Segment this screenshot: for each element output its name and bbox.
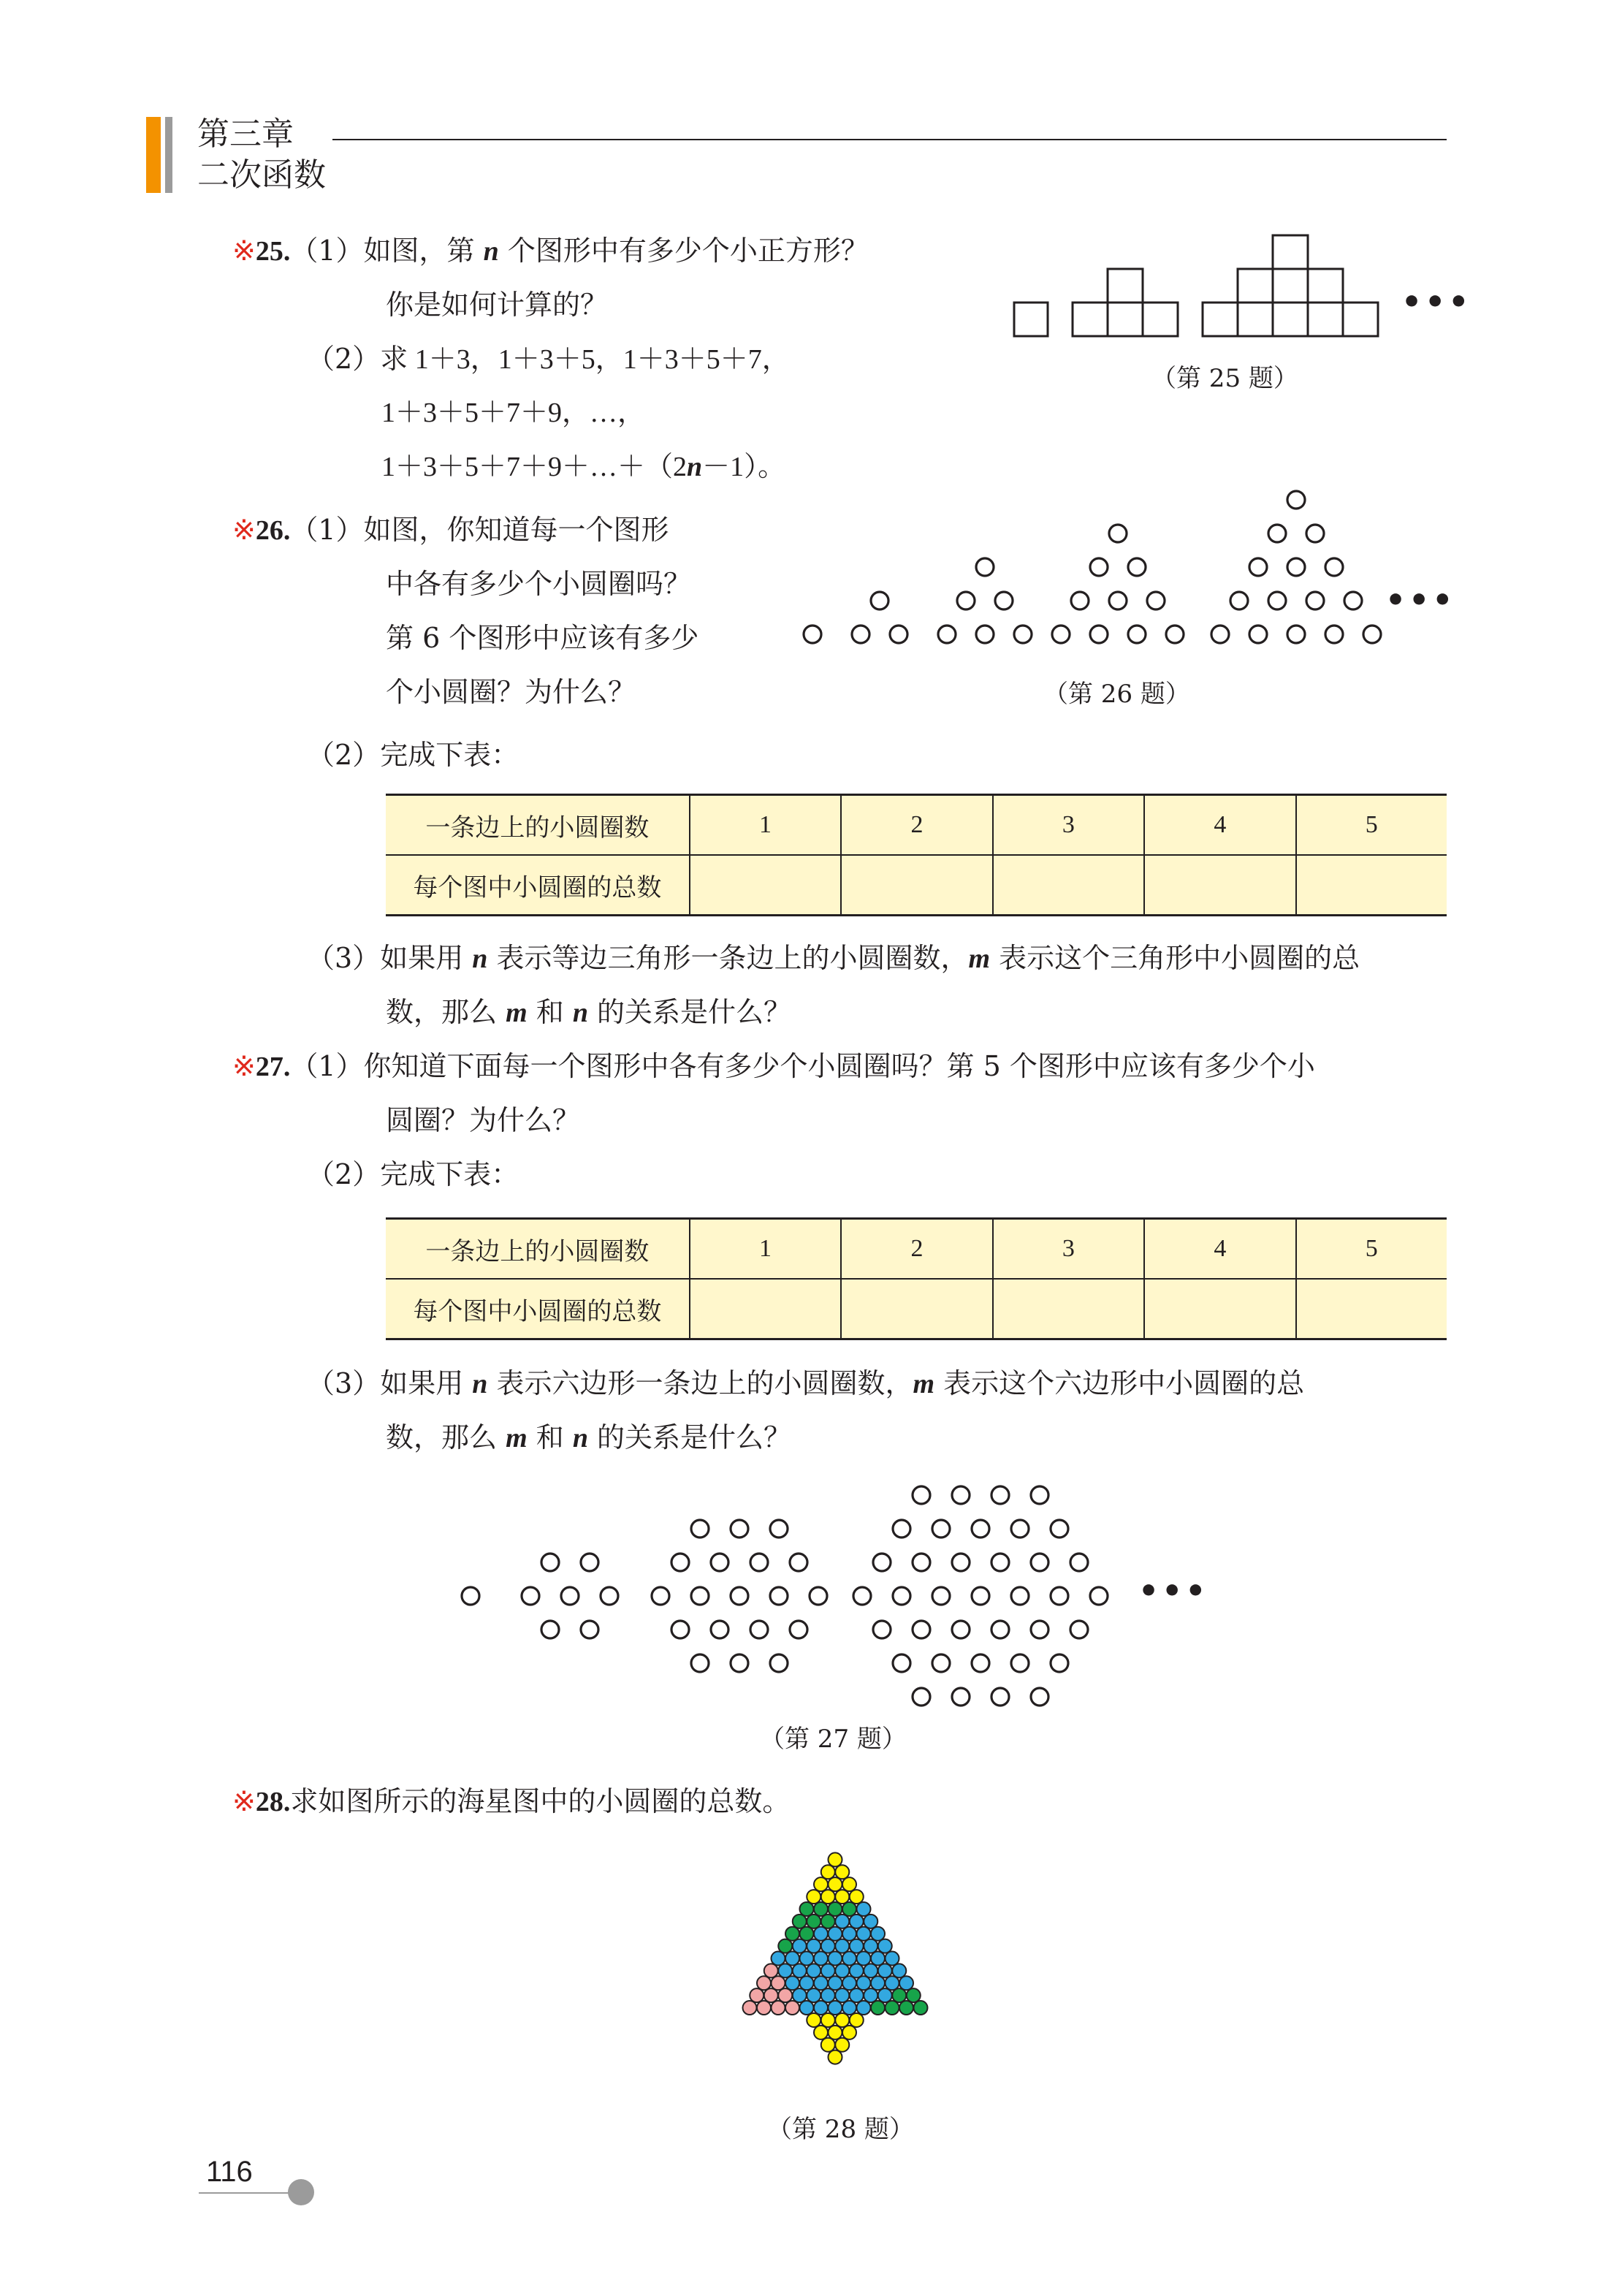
star-yellow-circle [835,2038,849,2052]
star-yellow-circle [807,1890,820,1904]
star-blue-circle [793,1964,807,1977]
q25-caption: （第 25 题） [1151,364,1298,393]
q26-mark: ※ [232,514,256,546]
star-pink-circle [743,2001,757,2015]
q27-p3-line2-b: 和 [527,1421,573,1453]
star-blue-circle [892,1964,906,1977]
q25-p2-text3b: －1）。 [702,452,786,482]
star-yellow-circle [835,2013,849,2027]
q25-mark: ※ [232,235,256,267]
star-yellow-circle [835,1890,849,1904]
q25-ellipsis: ••• [1401,284,1472,321]
star-green-circle [807,1915,820,1928]
star-blue-circle [878,1939,892,1953]
star-blue-circle [886,1976,899,1990]
q26-table-cell: 5 [1296,795,1447,856]
q26-p3-var-m: m [968,943,991,974]
q26-line3: 第 6 个图形中应该有多少 [386,622,699,654]
star-green-circle [800,1927,814,1941]
q27-p3-label: （3） [307,1367,381,1399]
star-blue-circle [778,1964,792,1977]
star-blue-circle [850,1988,864,2002]
q25-line2: 你是如何计算的？ [386,289,609,321]
star-blue-circle [814,1927,828,1941]
q26-p3-b: 表示等边三角形一条边上的小圆圈数， [487,942,969,974]
star-yellow-circle [821,2013,835,2027]
q26-p3-line2-b: 和 [527,996,573,1028]
q26-p1-label: （1） [290,514,364,546]
q26-p3-a: 如果用 [380,942,473,974]
star-blue-circle [899,1976,913,1990]
star-blue-circle [842,2001,856,2015]
star-blue-circle [814,1976,828,1990]
star-blue-circle [835,1939,849,1953]
q27-table-cell: 5 [1296,1219,1447,1280]
q27-p3-b: 表示六边形一条边上的小圆圈数， [487,1367,913,1399]
star-blue-circle [793,1939,807,1953]
star-yellow-circle [821,1890,835,1904]
star-yellow-circle [850,1890,864,1904]
star-green-circle [778,1939,792,1953]
star-green-circle [892,1988,906,2002]
q27-table-cell: 2 [841,1219,992,1280]
star-blue-circle [871,1952,885,1966]
q28-caption: （第 28 题） [767,2115,914,2144]
star-green-circle [800,1902,814,1916]
star-yellow-circle [807,2013,820,2027]
star-pink-circle [764,1988,778,2002]
star-blue-circle [878,1988,892,2002]
star-blue-circle [842,1927,856,1941]
q26-ellipsis: ••• [1385,582,1456,619]
star-green-circle [871,2001,885,2015]
q25-line4: 1＋3＋5＋7＋9，…， [381,398,646,428]
star-green-circle [829,1902,842,1916]
q26-table-cell: 2 [841,795,992,856]
q27-line2: 圆圈？为什么？ [386,1104,581,1136]
star-yellow-circle [829,1877,842,1891]
star-blue-circle [785,1952,799,1966]
q27-caption: （第 27 题） [760,1725,907,1754]
star-blue-circle [807,1964,820,1977]
star-green-circle [914,2001,928,2015]
star-yellow-circle [842,2026,856,2040]
star-pink-circle [764,1964,778,1977]
q26-caption: （第 26 题） [1043,680,1190,709]
q27-p2-text: 完成下表： [380,1158,519,1190]
star-blue-circle [829,1976,842,1990]
q27-p3-a: 如果用 [380,1367,473,1399]
q27-table-row1-header: 一条边上的小圆圈数 [386,1219,690,1280]
star-blue-circle [772,1952,785,1966]
star-green-circle [821,1915,835,1928]
star-blue-circle [814,1952,828,1966]
q26-p3-line2-a: 数，那么 [386,996,506,1028]
q27-p3-var-n: n [472,1369,488,1399]
q25-p1-label: （1） [290,235,364,267]
chapter-label: 第三章 [197,115,294,153]
q27-mark: ※ [232,1050,256,1082]
q27-p3-line2-var-n: n [572,1423,588,1453]
star-yellow-circle [829,2026,842,2040]
q26-table-row2-header: 每个图中小圆圈的总数 [386,855,690,916]
star-blue-circle [886,1952,899,1966]
q27-table-row2-header: 每个图中小圆圈的总数 [386,1279,690,1339]
star-yellow-circle [829,2050,842,2064]
star-blue-circle [800,2001,814,2015]
q25-number: 25. [255,236,291,267]
q26-line4: 个小圆圈？为什么？ [386,676,636,708]
q26-p3-line2-var-n: n [572,997,588,1028]
q26-table-cell: 3 [993,795,1144,856]
star-blue-circle [864,1988,877,2002]
star-blue-circle [850,1915,864,1928]
q27-table-cell: 4 [1144,1219,1295,1280]
star-blue-circle [793,1988,807,2002]
star-blue-circle [864,1915,877,1928]
q26-table-cell: 4 [1144,795,1295,856]
q26-p2-label: （2） [307,739,381,771]
star-blue-circle [878,1964,892,1977]
star-blue-circle [835,1988,849,2002]
q27-table-cell: 3 [993,1219,1144,1280]
q27-p3-var-m: m [913,1369,935,1399]
q26-p2-text: 完成下表： [380,739,519,771]
q26-line2: 中各有多少个小圆圈吗？ [386,568,692,600]
star-green-circle [899,2001,913,2015]
star-blue-circle [835,1915,849,1928]
star-pink-circle [772,1976,785,1990]
star-blue-circle [857,2001,871,2015]
star-blue-circle [857,1952,871,1966]
q27-p3-line2-c: 的关系是什么？ [587,1421,792,1453]
star-blue-circle [864,1939,877,1953]
q25-p2-label: （2） [307,343,381,375]
q26-p1-text1: 如图，你知道每一个图形 [363,514,669,546]
star-pink-circle [750,1988,764,2002]
star-blue-circle [871,1976,885,1990]
q27-table-cell: 1 [690,1219,841,1280]
star-blue-circle [785,1976,799,1990]
q27-p3-c: 表示这个六边形中小圆圈的总 [934,1367,1305,1399]
star-blue-circle [821,1988,835,2002]
q27-p1-label: （1） [290,1050,364,1082]
star-blue-circle [871,1927,885,1941]
q26-p3-label: （3） [307,942,381,974]
q28-mark: ※ [232,1785,256,1817]
q26-number: 26. [255,515,291,546]
star-green-circle [907,1988,921,2002]
star-blue-circle [850,1964,864,1977]
star-pink-circle [785,2001,799,2015]
footer-dot [288,2179,314,2205]
q25-p1-text-b: 个图形中有多少个小正方形？ [498,235,869,267]
star-blue-circle [821,1964,835,1977]
star-pink-circle [778,1988,792,2002]
star-yellow-circle [829,1852,842,1866]
star-yellow-circle [814,2026,828,2040]
star-blue-circle [857,1902,871,1916]
q26-table-cell: 1 [690,795,841,856]
q26-p3-c: 表示这个三角形中小圆圈的总 [990,942,1360,974]
star-blue-circle [857,1976,871,1990]
star-yellow-circle [842,1877,856,1891]
q25-p1-text-a: 如图，第 [363,235,484,267]
q25-var-n: n [483,236,499,267]
star-blue-circle [814,2001,828,2015]
footer-rule [199,2192,289,2194]
star-green-circle [814,1902,828,1916]
q26-p3-var-n: n [472,943,488,974]
star-blue-circle [857,1927,871,1941]
star-yellow-circle [850,2013,864,2027]
star-blue-circle [807,1988,820,2002]
q28-text: 求如图所示的海星图中的小圆圈的总数。 [290,1785,791,1817]
star-yellow-circle [821,2038,835,2052]
star-yellow-circle [835,1865,849,1879]
star-blue-circle [829,1927,842,1941]
q25-p2-text3a: 1＋3＋5＋7＋9＋…＋（2 [381,452,688,482]
star-blue-circle [800,1976,814,1990]
star-blue-circle [842,1952,856,1966]
star-blue-circle [829,2001,842,2015]
star-blue-circle [864,1964,877,1977]
star-green-circle [793,1915,807,1928]
star-green-circle [785,1927,799,1941]
q27-ellipsis: ••• [1138,1573,1209,1610]
star-green-circle [842,1902,856,1916]
chapter-title: 二次函数 [197,156,326,194]
star-yellow-circle [814,1877,828,1891]
star-blue-circle [835,1964,849,1977]
star-blue-circle [807,1939,820,1953]
q26-p3-line2-c: 的关系是什么？ [587,996,792,1028]
q27-p3-line2-var-m: m [506,1423,528,1453]
star-blue-circle [850,1939,864,1953]
star-blue-circle [821,1939,835,1953]
star-green-circle [886,2001,899,2015]
star-yellow-circle [821,1865,835,1879]
q26-p3-line2-var-m: m [506,997,528,1028]
q25-p2-text1: 求 1＋3，1＋3＋5，1＋3＋5＋7， [380,344,790,375]
q27-p2-label: （2） [307,1158,381,1190]
page-number: 116 [206,2156,253,2188]
star-blue-circle [829,1952,842,1966]
star-blue-circle [842,1976,856,1990]
q26-table-row1-header: 一条边上的小圆圈数 [386,795,690,856]
q25-p2-var-n: n [687,452,703,482]
star-pink-circle [757,1976,771,1990]
star-pink-circle [772,2001,785,2015]
q27-p1-text1: 你知道下面每一个图形中各有多少个小圆圈吗？第 5 个图形中应该有多少个小 [363,1050,1315,1082]
q27-number: 27. [255,1052,291,1082]
q28-number: 28. [255,1787,291,1817]
q27-p3-line2-a: 数，那么 [386,1421,506,1453]
star-pink-circle [757,2001,771,2015]
star-blue-circle [800,1952,814,1966]
